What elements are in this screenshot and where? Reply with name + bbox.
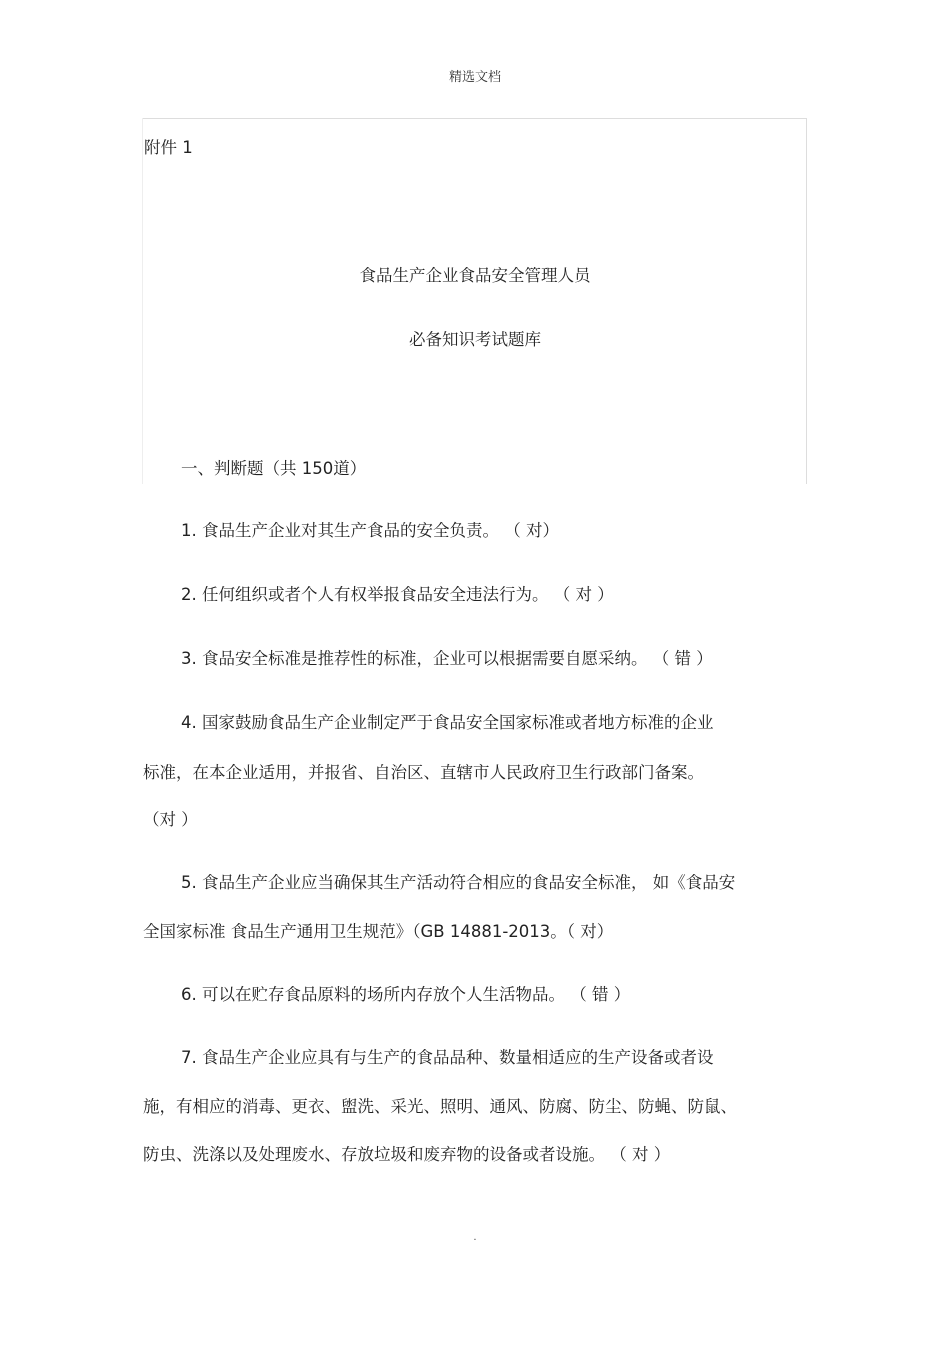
frame-right-border — [806, 118, 807, 484]
question-4-line-3: （对 ） — [143, 810, 198, 829]
question-4-line-2: 标准，在本企业适用，并报省、自治区、直辖市人民政府卫生行政部门备案。 — [143, 763, 704, 782]
document-title-line2: 必备知识考试题库 — [409, 330, 541, 349]
question-7-line-2: 施，有相应的消毒、更衣、盥洗、采光、照明、通风、防腐、防尘、防蝇、防鼠、 — [143, 1097, 737, 1116]
page-header-label: 精选文档 — [448, 70, 501, 85]
question-5-line-1: 5. 食品生产企业应当确保其生产活动符合相应的食品安全标准， 如《食品安 — [181, 873, 736, 892]
question-7-line-1: 7. 食品生产企业应具有与生产的食品品种、数量相适应的生产设备或者设 — [181, 1048, 714, 1067]
question-6-line-1: 6. 可以在贮存食品原料的场所内存放个人生活物品。 （ 错 ） — [181, 985, 631, 1004]
frame-left-border — [142, 118, 143, 484]
document-title-line1: 食品生产企业食品安全管理人员 — [359, 266, 591, 285]
footer-mark: . — [473, 1232, 477, 1243]
question-3-line-1: 3. 食品安全标准是推荐性的标准，企业可以根据需要自愿采纳。 （ 错 ） — [181, 649, 713, 668]
frame-top-border — [142, 118, 807, 119]
question-4-line-1: 4. 国家鼓励食品生产企业制定严于食品安全国家标准或者地方标准的企业 — [181, 713, 714, 732]
question-5-line-2: 全国家标准 食品生产通用卫生规范》（GB 14881-2013。（ 对） — [143, 922, 614, 941]
attachment-label: 附件 1 — [144, 138, 193, 157]
section-heading: 一、判断题（共 150道） — [181, 459, 367, 478]
question-7-line-3: 防虫、洗涤以及处理废水、存放垃圾和废弃物的设备或者设施。 （ 对 ） — [143, 1145, 671, 1164]
question-2-line-1: 2. 任何组织或者个人有权举报食品安全违法行为。 （ 对 ） — [181, 585, 614, 604]
question-1-line-1: 1. 食品生产企业对其生产食品的安全负责。 （ 对） — [181, 521, 559, 540]
